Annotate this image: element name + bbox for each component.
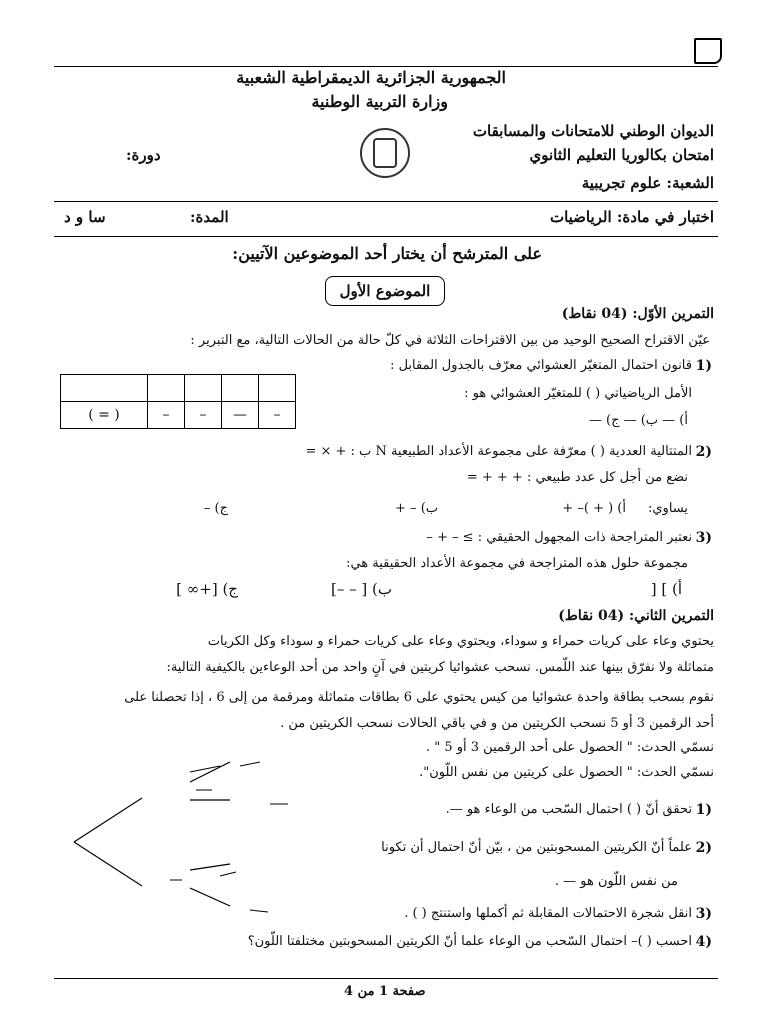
ex2-q1-text: تحقق أنّ ( ) احتمال السّحب من الوعاء هو —. (445, 802, 692, 817)
table-cell: – (148, 402, 185, 429)
table-cell: – (185, 402, 222, 429)
tree-branch (74, 798, 142, 842)
ex1-q3-number: 3) (695, 530, 712, 546)
ex1-q1-options: أ) — ب) — ج) — (588, 413, 688, 428)
instructions: على المترشح أن يختار أحد الموضوعين الآتيين: (232, 244, 542, 263)
ex2-q4-number: 4) (695, 934, 712, 950)
topic-title-box (325, 276, 445, 306)
ex2-paragraph-3: نقوم بسحب بطاقة واحدة عشوائيا من كيس يحتوي على 6 بطاقات متماثلة ومرقمة من إلى 6 ، إذا تحصلنا على (124, 690, 714, 705)
ex2-paragraph-1: يحتوي وعاء على كريات حمراء و سوداء، ويحتوي وعاء على كريات حمراء و سوداء وكل الكريات (207, 634, 714, 649)
session-label: دورة: (126, 146, 161, 164)
table-row (61, 375, 296, 402)
table-cell (259, 375, 296, 402)
table-cell: ( = ) (61, 402, 148, 429)
duration-label: المدة: (190, 208, 229, 226)
top-rule (54, 66, 718, 67)
ex2-q2-number: 2) (695, 840, 712, 856)
table-cell (148, 375, 185, 402)
ex2-q4-text: احسب ( )– احتمال السّحب من الوعاء علما أنّ الكريتين المسحوبتين مختلفتا اللّون؟ (247, 934, 692, 949)
ex1-q3-option-c: ج) [+∞ ] (176, 580, 238, 598)
table-row (61, 402, 296, 429)
ex2-paragraph-4: أحد الرقمين 3 أو 5 نسحب الكريتين من و في باقي الحالات نسحب الكريتين من . (280, 716, 714, 731)
ex1-q2-number: 2) (695, 444, 712, 460)
exercise2-title: التمرين الثاني: (04 نقاط) (558, 608, 714, 624)
footer-rule (54, 978, 718, 979)
tree-fraction-marks (170, 762, 288, 912)
emblem-torch-icon (373, 138, 397, 168)
ex1-q1-number: 1) (695, 358, 712, 374)
ex2-event-2: نسمّي الحدث: " الحصول على كريتين من نفس اللّون". (419, 765, 714, 780)
ex1-q3-text2: مجموعة حلول هذه المتراجحة في مجموعة الأعداد الحقيقية هي: (346, 556, 688, 571)
ex2-q2-text-b: من نفس اللّون هو — . (554, 874, 678, 889)
table-cell (185, 375, 222, 402)
table-cell (61, 375, 148, 402)
exercise1-intro: عيّن الاقتراح الصحيح الوحيد من بين الاقتراحات الثلاثة في كلّ حالة من الحالات التالية، مع التبرير : (190, 333, 710, 348)
subject-label: اختبار في مادة: الرياضيات (549, 208, 714, 226)
ex2-event-1: نسمّي الحدث: " الحصول على أحد الرقمين 3 أو 5 " . (425, 740, 714, 755)
ex1-q1-text: قانون احتمال المتغيّر العشوائي معرّف بالجدول المقابل : (390, 358, 692, 373)
ministry-heading: وزارة التربية الوطنية (311, 92, 448, 111)
ex1-q3-option-b: ب) [ – –] (331, 580, 392, 598)
tree-branch (190, 888, 230, 906)
page-corner-icon (694, 38, 722, 64)
header-rule (54, 201, 718, 202)
exercise1-title: التمرين الأوّل: (04 نقاط) (561, 306, 714, 322)
ex1-q3-option-a: أ) ] [ (650, 580, 682, 598)
tree-branch (74, 842, 142, 886)
probability-tree (70, 760, 300, 930)
ex1-q2-text2: نضع من أجل كل عدد طبيعي : + + + = (466, 470, 688, 485)
ex2-q3-text: انقل شجرة الاحتمالات المقابلة ثم أكملها واستنتج ( ) . (404, 906, 692, 921)
republic-heading: الجمهورية الجزائرية الديمقراطية الشعبية (236, 68, 506, 87)
probability-table (60, 374, 296, 429)
tree-branch (190, 864, 230, 870)
ex1-q2-option-a: أ) ( + )– + (562, 501, 626, 516)
subject-rule (54, 236, 718, 237)
exam-heading: امتحان بكالوريا التعليم الثانوي (529, 146, 714, 164)
duration-units: سا و د (64, 208, 106, 226)
stream-label: الشعبة: علوم تجريبية (581, 174, 714, 192)
table-cell: — (222, 402, 259, 429)
tree-branch (190, 762, 230, 782)
ex1-q3-text: نعتبر المتراجحة ذات المجهول الحقيقي : ≥ – + – (426, 530, 692, 545)
page-number: صفحة 1 من 4 (344, 984, 426, 999)
topic-title: الموضوع الأول (339, 282, 431, 300)
ex2-paragraph-2: متماثلة ولا نفرّق بينها عند اللّمس. نسحب عشوائيا كريتين في آنٍ واحد من أحد الوعاءين بالكيفية التالية: (166, 660, 714, 675)
ex2-q3-number: 3) (695, 906, 712, 922)
ex1-q2-option-b: ب) – + (395, 501, 438, 516)
table-cell (222, 375, 259, 402)
ex1-q2-option-c: ج) – (203, 501, 228, 516)
ex2-q2-text: علماً أنّ الكريتين المسحوبتين من ، بيّن أنّ احتمال أن تكونا (381, 840, 692, 855)
table-cell: – (259, 402, 296, 429)
ex1-q1-text2: الأمل الرياضياتي ( ) للمتغيّر العشوائي هو : (464, 386, 692, 401)
office-heading: الديوان الوطني للامتحانات والمسابقات (472, 122, 714, 140)
ex1-q2-text: المتتالية العددية ( ) معرّفة على مجموعة الأعداد الطبيعية N ب : + × = (305, 444, 692, 459)
ex2-q1-number: 1) (695, 802, 712, 818)
ex1-q2-options-label: يساوي: (647, 501, 688, 516)
